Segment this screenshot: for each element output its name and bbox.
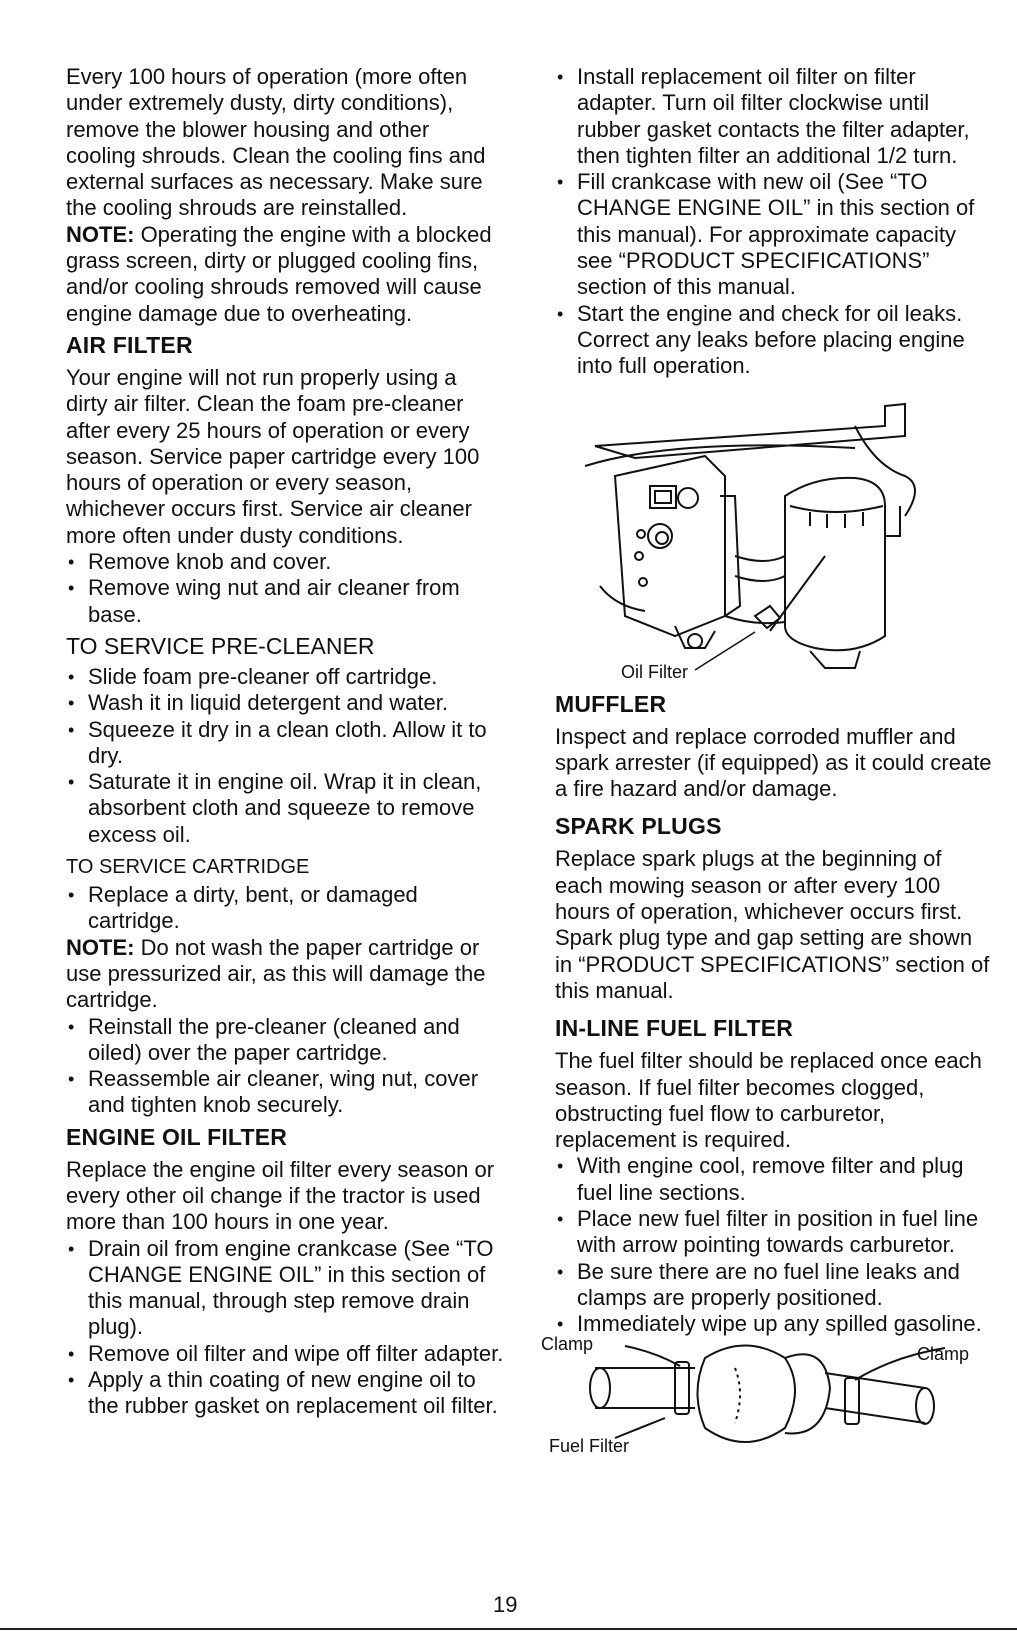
list-item: • Saturate it in engine oil. Wrap it in clean, absorbent cloth and squeeze to remove excess oil. — [66, 769, 504, 848]
list-item: • Slide foam pre-cleaner off cartridge. — [66, 664, 504, 690]
fuel-filter-figure — [541, 1333, 995, 1458]
list-item: • Reassemble air cleaner, wing nut, cover and tighten knob securely. — [66, 1066, 504, 1119]
spark-plugs-paragraph: Replace spark plugs at the beginning of each mowing season or after every 100 hours of operation, whichever occurs first. Spark plug type and gap setting are shown in “PRODUCT SPECIFICATIONS” section of this manual. — [555, 846, 990, 1003]
list-item: • With engine cool, remove filter and plug fuel line sections. — [555, 1153, 995, 1206]
air-filter-paragraph: Your engine will not run properly using a dirty air filter. Clean the foam pre-cleaner after every 25 hours of operation or every season. Service paper cartridge every 100 hours of operation or every season, whichever occurs first. Service air cleaner more often under dusty conditions. — [66, 364, 480, 548]
list-item: • Wash it in liquid detergent and water. — [66, 690, 504, 716]
fuel-filter-steps — [555, 1153, 995, 1337]
note-text: Operating the engine with a blocked grass screen, dirty or plugged cooling fins, and/or cooling shrouds removed will cause engine damage due to overheating. — [66, 221, 492, 326]
pre-cleaner-steps — [66, 664, 504, 848]
oil-filter-label: Oil Filter — [621, 661, 688, 682]
list-item: • Remove knob and cover. — [66, 549, 504, 575]
note-overheating — [66, 222, 504, 327]
list-item: • Squeeze it dry in a clean cloth. Allow it to dry. — [66, 717, 504, 770]
muffler-heading: MUFFLER — [555, 690, 667, 717]
list-item: • Drain oil from engine crankcase (See “TO CHANGE ENGINE OIL” in this section of this manual, through step remove drain plug). — [66, 1236, 504, 1341]
cartridge-steps-2 — [66, 1014, 504, 1119]
oil-filter-paragraph: Replace the engine oil filter every season or every other oil change if the tractor is used more than 100 hours in one year. — [66, 1156, 495, 1235]
note-text: Do not wash the paper cartridge or use pressurized air, as this will damage the cartridge. — [66, 934, 486, 1013]
clamp-right-label: Clamp — [917, 1343, 970, 1364]
page-number: 19 — [493, 1592, 518, 1617]
left-column — [66, 64, 504, 1420]
oil-filter-leader-line — [555, 386, 995, 686]
oil-filter-steps-continued — [555, 64, 995, 380]
spacer — [555, 1004, 995, 1010]
list-item: • Place new fuel filter in position in fuel line with arrow pointing towards carburetor. — [555, 1206, 995, 1259]
list-item: • Replace a dirty, bent, or damaged cartridge. — [66, 882, 504, 935]
cartridge-heading: TO SERVICE CARTRIDGE — [66, 856, 310, 879]
pre-cleaner-heading: TO SERVICE PRE-CLEANER — [66, 632, 375, 659]
list-item: • Reinstall the pre-cleaner (cleaned and oiled) over the paper cartridge. — [66, 1014, 504, 1067]
oil-filter-figure — [555, 386, 995, 686]
list-item: • Apply a thin coating of new engine oil to the rubber gasket on replacement oil filter. — [66, 1367, 504, 1420]
spark-plugs-heading: SPARK PLUGS — [555, 813, 722, 840]
fuel-filter-heading: IN-LINE FUEL FILTER — [555, 1015, 794, 1042]
right-column — [541, 64, 995, 1458]
oil-filter-steps — [66, 1236, 504, 1420]
list-item: • Immediately wipe up any spilled gasoline. — [555, 1311, 995, 1337]
air-filter-steps — [66, 549, 504, 628]
air-filter-heading: AIR FILTER — [66, 331, 193, 358]
list-item: • Remove oil filter and wipe off filter adapter. — [66, 1341, 504, 1367]
note-label: NOTE: — [66, 221, 135, 247]
list-item: • Be sure there are no fuel line leaks and clamps are properly positioned. — [555, 1259, 995, 1312]
fuel-filter-paragraph: The fuel filter should be replaced once each season. If fuel filter becomes clogged, obstructing fuel flow to carburetor, replacement is required. — [555, 1048, 982, 1153]
note-label: NOTE: — [66, 934, 135, 960]
note-cartridge — [66, 935, 504, 1014]
list-item: • Remove wing nut and air cleaner from base. — [66, 575, 504, 628]
muffler-paragraph: Inspect and replace corroded muffler and spark arrester (if equipped) as it could create a fire hazard and/or damage. — [555, 723, 992, 802]
spacer — [555, 802, 995, 808]
list-item: • Fill crankcase with new oil (See “TO CHANGE ENGINE OIL” in this section of this manual). For approximate capacity see “PRODUCT SPECIFICATIONS” section of this manual. — [555, 169, 995, 300]
cartridge-steps — [66, 882, 504, 935]
bottom-rule — [0, 1628, 1017, 1630]
list-item: • Install replacement oil filter on filter adapter. Turn oil filter clockwise until rubber gasket contacts the filter adapter, then tighten filter an additional 1/2 turn. — [555, 64, 995, 169]
cooling-intro-paragraph: Every 100 hours of operation (more often under extremely dusty, dirty conditions), remove the blower housing and other cooling shrouds. Clean the cooling fins and external surfaces as necessary. Make sure the cooling shrouds are reinstalled. — [66, 64, 486, 221]
clamp-left-label: Clamp — [541, 1333, 594, 1354]
list-item: • Start the engine and check for oil leaks. Correct any leaks before placing engine into full operation. — [555, 301, 995, 380]
fuel-filter-label: Fuel Filter — [549, 1435, 630, 1456]
engine-oil-filter-heading: ENGINE OIL FILTER — [66, 1123, 288, 1150]
